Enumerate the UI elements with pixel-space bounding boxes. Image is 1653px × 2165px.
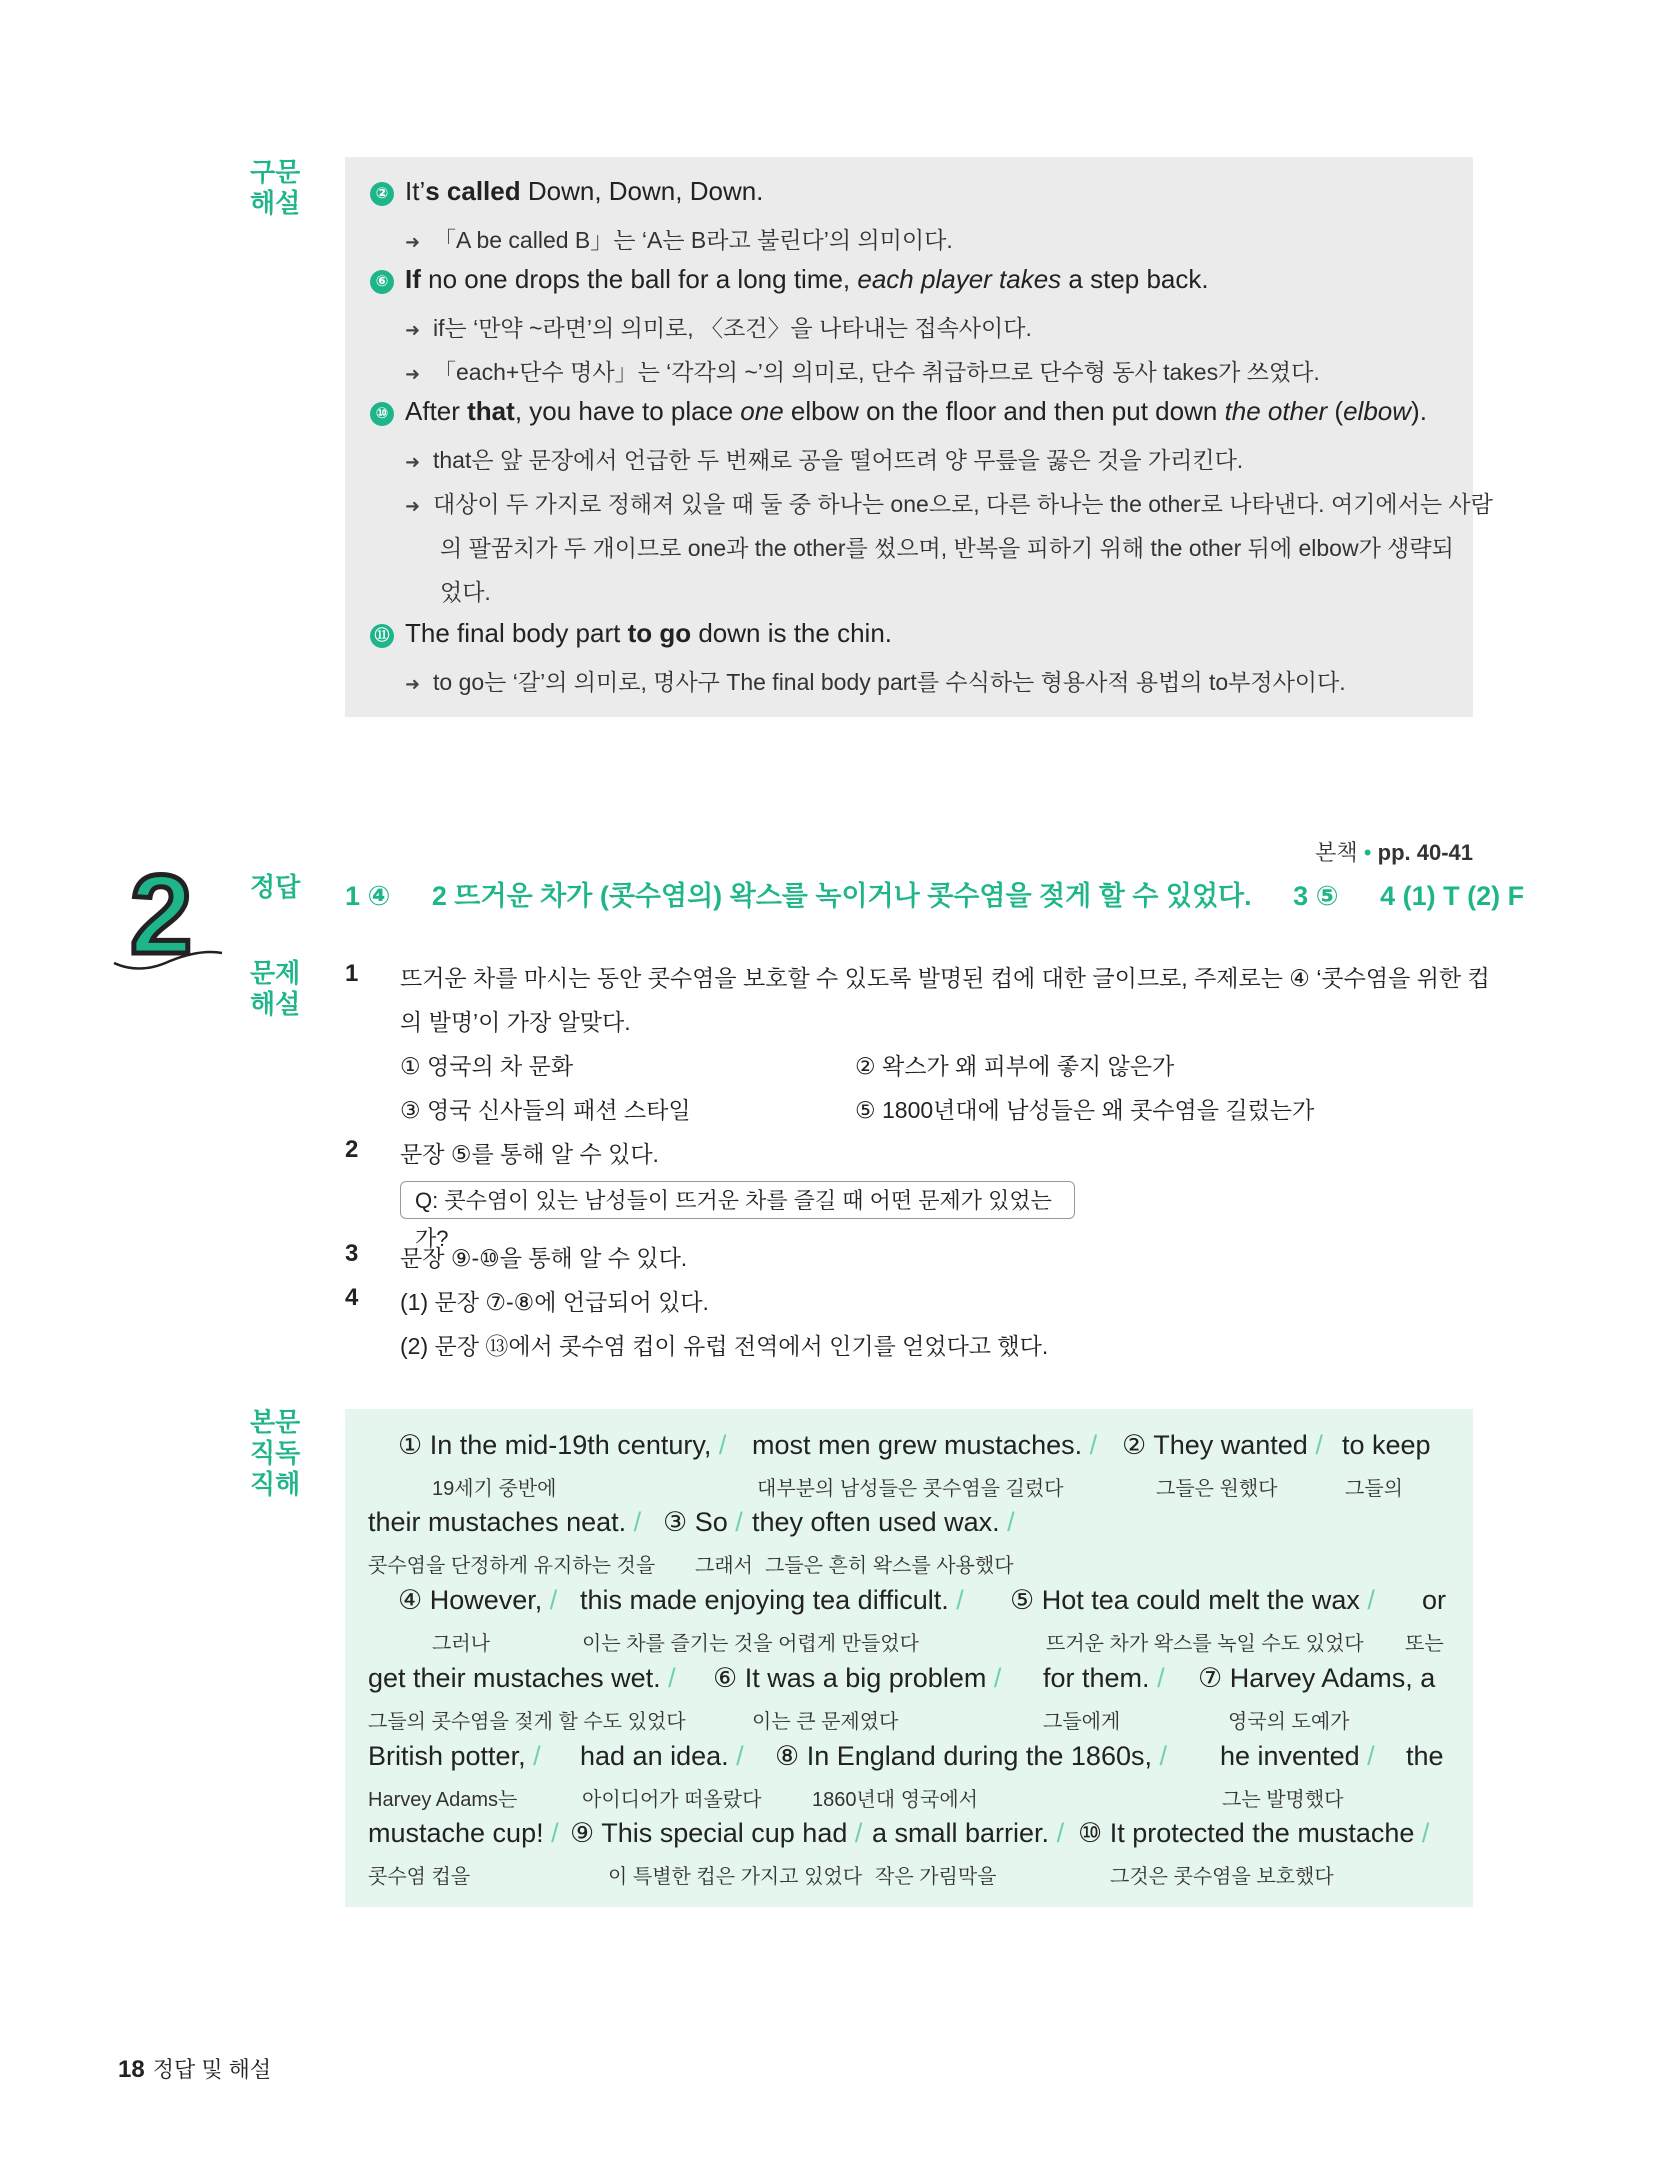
chunk-en: the bbox=[1406, 1741, 1444, 1771]
option: ② 왁스가 왜 피부에 좋지 않은가 bbox=[855, 1053, 1175, 1079]
grammar-note: ➜ that은 앞 문장에서 언급한 두 번째로 공을 떨어뜨려 양 무릎을 꿇은 것을 가리킨다. bbox=[405, 447, 1244, 473]
chunk-ko: 콧수염을 단정하게 유지하는 것을 bbox=[368, 1555, 656, 1577]
grammar-label: 구문 해설 bbox=[250, 157, 301, 218]
question-number: 4 bbox=[345, 1284, 359, 1311]
chunk-en: British potter, / bbox=[368, 1741, 541, 1771]
chunk-en: most men grew mustaches. / bbox=[752, 1430, 1098, 1460]
reading-label: 본문 직독 직해 bbox=[250, 1407, 301, 1499]
grammar-sentence: If no one drops the ball for a long time, each player takes a step back. bbox=[405, 264, 1209, 294]
grammar-sentence: It’s called Down, Down, Down. bbox=[405, 176, 764, 206]
grammar-note: ➜ 대상이 두 가지로 정해져 있을 때 둘 중 하나는 one으로, 다른 하나는 the other로 나타낸다. 여기에서는 사람 bbox=[405, 491, 1493, 517]
grammar-note-cont: 었다. bbox=[440, 579, 491, 605]
chunk-en: get their mustaches wet. / bbox=[368, 1663, 676, 1693]
question-text: 의 발명’이 가장 알맞다. bbox=[400, 1009, 631, 1035]
question-text: (2) 문장 ⑬에서 콧수염 컵이 유럽 전역에서 인기를 얻었다고 했다. bbox=[400, 1333, 1049, 1359]
explanation-label: 문제 해설 bbox=[250, 958, 301, 1019]
chunk-en: or bbox=[1422, 1585, 1447, 1615]
chunk-en: ⑤ Hot tea could melt the wax / bbox=[1010, 1585, 1375, 1615]
chunk-en: ① In the mid-19th century, / bbox=[398, 1430, 727, 1460]
chunk-en: mustache cup! / bbox=[368, 1818, 559, 1848]
question-number: 2 bbox=[345, 1136, 359, 1163]
footer-title: 정답 및 해설 bbox=[152, 2057, 272, 2082]
chunk-ko: 그들의 bbox=[1345, 1478, 1403, 1500]
chunk-en: he invented / bbox=[1220, 1741, 1375, 1771]
question-number: 3 bbox=[345, 1240, 359, 1267]
sentence-number: ② bbox=[370, 182, 394, 206]
chunk-ko: 그들은 원했다 bbox=[1156, 1478, 1278, 1500]
chunk-en: their mustaches neat. / bbox=[368, 1507, 642, 1537]
grammar-sentence: The final body part to go down is the chin. bbox=[405, 618, 892, 648]
chunk-en: to keep bbox=[1342, 1430, 1431, 1460]
question-text: 문장 ⑨-⑩을 통해 알 수 있다. bbox=[400, 1245, 688, 1271]
question-number: 1 bbox=[345, 960, 359, 987]
page-reference: 본책 • pp. 40-41 bbox=[1315, 840, 1473, 865]
question-box: Q: 콧수염이 있는 남성들이 뜨거운 차를 즐길 때 어떤 문제가 있었는가? bbox=[400, 1181, 1075, 1219]
chunk-en: had an idea. / bbox=[580, 1741, 744, 1771]
option: ③ 영국 신사들의 패션 스타일 bbox=[400, 1097, 691, 1123]
chunk-ko: 19세기 중반에 bbox=[432, 1478, 557, 1500]
chunk-en: ⑩ It protected the mustache / bbox=[1078, 1818, 1430, 1848]
chunk-en: a small barrier. / bbox=[872, 1818, 1065, 1848]
chunk-ko: 작은 가림막을 bbox=[875, 1866, 997, 1888]
option: ① 영국의 차 문화 bbox=[400, 1053, 574, 1079]
chunk-en: ③ So / bbox=[663, 1507, 743, 1537]
chunk-ko: 이는 큰 문제였다 bbox=[752, 1711, 899, 1733]
grammar-note: ➜ 「each+단수 명사」는 ‘각각의 ~’의 의미로, 단수 취급하므로 단수형 동사 takes가 쓰였다. bbox=[405, 359, 1320, 385]
grammar-note: ➜ 「A be called B」는 ‘A는 B라고 불린다’의 의미이다. bbox=[405, 227, 953, 253]
arrow-icon: ➜ bbox=[405, 320, 421, 340]
question-text: 뜨거운 차를 마시는 동안 콧수염을 보호할 수 있도록 발명된 컵에 대한 글이므로, 주제로는 ④ ‘콧수염을 위한 컵 bbox=[400, 965, 1490, 991]
chunk-ko: 1860년대 영국에서 bbox=[812, 1789, 978, 1811]
section-number: 2 bbox=[130, 852, 193, 977]
chunk-ko: 그들은 흔히 왁스를 사용했다 bbox=[765, 1555, 1014, 1577]
chunk-en: ⑨ This special cup had / bbox=[570, 1818, 863, 1848]
page-number: 18 bbox=[118, 2056, 145, 2083]
chunk-ko: 대부분의 남성들은 콧수염을 길렀다 bbox=[757, 1478, 1064, 1500]
answer-label: 정답 bbox=[250, 872, 301, 902]
chunk-en: ④ However, / bbox=[398, 1585, 558, 1615]
grammar-note: ➜ if는 ‘만약 ~라면’의 의미로, 〈조건〉을 나타내는 접속사이다. bbox=[405, 315, 1032, 341]
grammar-note: ➜ to go는 ‘갈’의 의미로, 명사구 The final body part를 수식하는 형용사적 용법의 to부정사이다. bbox=[405, 669, 1346, 695]
sentence-number: ⑥ bbox=[370, 270, 394, 294]
arrow-icon: ➜ bbox=[405, 496, 421, 516]
grammar-sentence: After that, you have to place one elbow on the floor and then put down the other (elbow). bbox=[405, 396, 1427, 426]
chunk-ko: 아이디어가 떠올랐다 bbox=[582, 1789, 762, 1811]
chunk-ko: 이는 차를 즐기는 것을 어렵게 만들었다 bbox=[582, 1633, 919, 1655]
swoosh-decoration bbox=[110, 945, 225, 975]
chunk-ko: 그러나 bbox=[432, 1633, 490, 1655]
grammar-note-cont: 의 팔꿈치가 두 개이므로 one과 the other를 썼으며, 반복을 피하기 위해 the other 뒤에 elbow가 생략되 bbox=[440, 535, 1454, 561]
question-text: 문장 ⑤를 통해 알 수 있다. bbox=[400, 1141, 659, 1167]
chunk-en: ⑦ Harvey Adams, a bbox=[1198, 1663, 1436, 1693]
chunk-ko: 그들에게 bbox=[1043, 1711, 1121, 1733]
chunk-ko: 그는 발명했다 bbox=[1222, 1789, 1344, 1811]
chunk-ko: 그래서 bbox=[695, 1555, 753, 1577]
sentence-number: ⑩ bbox=[370, 402, 394, 426]
option: ⑤ 1800년대에 남성들은 왜 콧수염을 길렀는가 bbox=[855, 1097, 1315, 1123]
chunk-ko: 또는 bbox=[1405, 1633, 1444, 1655]
chunk-ko: 그들의 콧수염을 젖게 할 수도 있었다 bbox=[368, 1711, 686, 1733]
chunk-ko: 콧수염 컵을 bbox=[368, 1866, 471, 1888]
answers-line: 1 ④ 2 뜨거운 차가 (콧수염의) 왁스를 녹이거나 콧수염을 젖게 할 수 있었다. 3 ⑤ 4 (1) T (2) F bbox=[345, 881, 1525, 911]
arrow-icon: ➜ bbox=[405, 674, 421, 694]
page-footer bbox=[118, 2053, 271, 2084]
chunk-en: ⑥ It was a big problem / bbox=[713, 1663, 1002, 1693]
chunk-en: ② They wanted / bbox=[1122, 1430, 1323, 1460]
bullet-icon: • bbox=[1363, 840, 1378, 865]
chunk-ko: 영국의 도예가 bbox=[1228, 1711, 1350, 1733]
chunk-en: this made enjoying tea difficult. / bbox=[580, 1585, 964, 1615]
chunk-en: they often used wax. / bbox=[752, 1507, 1015, 1537]
chunk-ko: Harvey Adams는 bbox=[368, 1789, 518, 1811]
chunk-ko: 이 특별한 컵은 가지고 있었다 bbox=[608, 1866, 863, 1888]
chunk-en: for them. / bbox=[1043, 1663, 1165, 1693]
sentence-number: ⑪ bbox=[370, 624, 394, 648]
question-text: (1) 문장 ⑦-⑧에 언급되어 있다. bbox=[400, 1289, 709, 1315]
chunk-en: ⑧ In England during the 1860s, / bbox=[775, 1741, 1168, 1771]
arrow-icon: ➜ bbox=[405, 232, 421, 252]
arrow-icon: ➜ bbox=[405, 364, 421, 384]
arrow-icon: ➜ bbox=[405, 452, 421, 472]
chunk-ko: 그것은 콧수염을 보호했다 bbox=[1110, 1866, 1334, 1888]
chunk-ko: 뜨거운 차가 왁스를 녹일 수도 있었다 bbox=[1046, 1633, 1364, 1655]
